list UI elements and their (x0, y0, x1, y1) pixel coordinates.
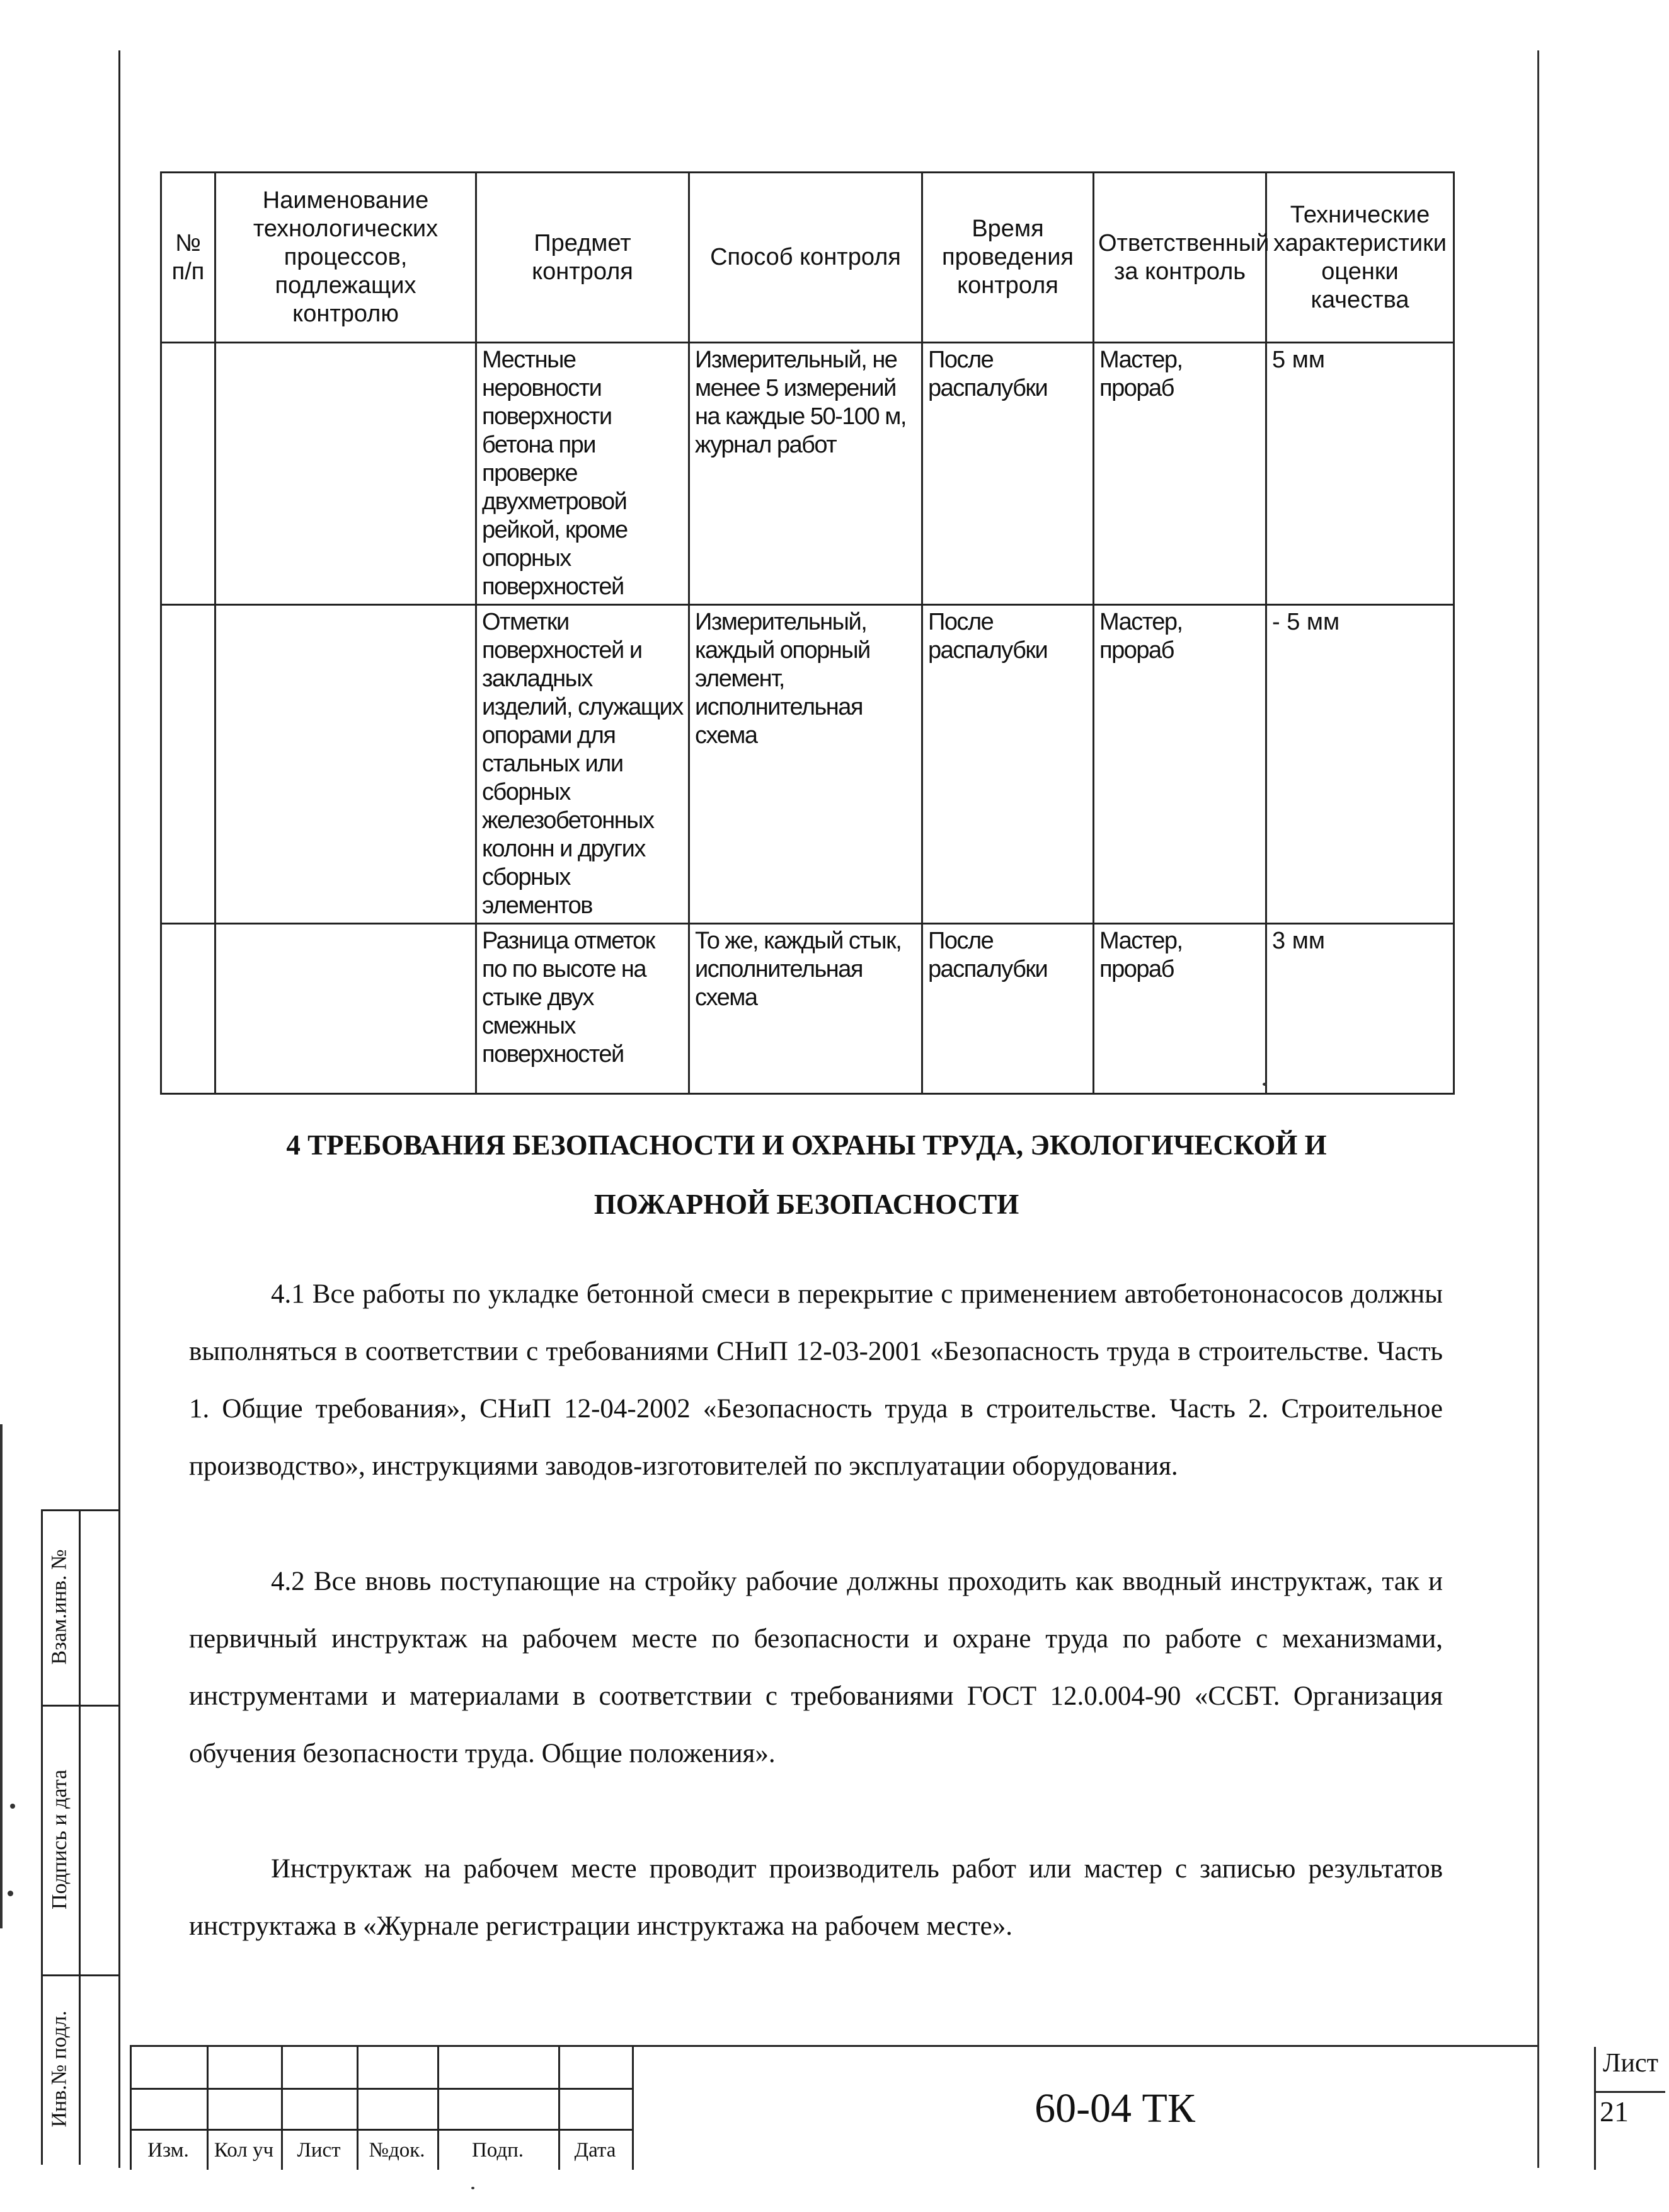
frame-right-border (1537, 50, 1539, 2168)
stamp-replace-inv-cell (41, 1509, 79, 1705)
cell-time: После распалубки (922, 605, 1094, 924)
margin-stamp (41, 1509, 118, 2171)
tb-label-list: Лист (297, 2139, 341, 2162)
section-heading-line1: 4 ТРЕБОВАНИЯ БЕЗОПАСНОСТИ И ОХРАНЫ ТРУДА, ЭКОЛОГИЧЕСКОЙ И (286, 1129, 1327, 1161)
stamp-replace-inv-label: Взам.инв. № (48, 1549, 72, 1665)
cell-method: Измерительный, каждый опорный элемент, исполнительная схема (689, 605, 922, 924)
table-row (161, 605, 1454, 924)
stamp-sign-date-cell (41, 1705, 79, 1974)
paragraph-4-2 (189, 1553, 1443, 1782)
cell-process (215, 343, 476, 605)
header-responsible: Ответственный за контроль (1094, 173, 1266, 343)
scan-speck (1263, 1083, 1267, 1086)
cell-time: После распалубки (922, 343, 1094, 605)
scan-speck (8, 1891, 13, 1896)
cell-subject: Разница отметок по по высоте на стыке двух смежных поверхностей (476, 924, 689, 1094)
table-row (161, 924, 1454, 1094)
title-block (130, 2045, 1658, 2170)
cell-subject: Местные неровности поверхности бетона при проверке двухметровой рейкой, кроме опорных поверхностей (476, 343, 689, 605)
header-process: Наименование технологических процессов, подлежащих контролю (215, 173, 476, 343)
header-method: Способ контроля (689, 173, 922, 343)
paragraph-4-2-text: 4.2 Все вновь поступающие на стройку рабочие должны проходить как вводный инструктаж, так и первичный инструктаж на рабочем месте по безопасности и охране труда по работе с механизмами, инструментами и материалами в соответствии с требованиями ГОСТ 12.0.004-90 «ССБТ. Организация обучения безопасности труда. Общие положения». (189, 1567, 1443, 1768)
header-num: № п/п (161, 173, 215, 343)
cell-spec: - 5 мм (1266, 605, 1454, 924)
cell-num (161, 605, 215, 924)
scan-speck (10, 1804, 15, 1809)
cell-process (215, 924, 476, 1094)
paragraph-instruction-text: Инструктаж на рабочем месте проводит производитель работ или мастер с записью результатов инструктажа в «Журнале регистрации инструктажа на рабочем месте». (189, 1854, 1443, 1941)
tb-label-izm: Изм. (147, 2139, 189, 2162)
stamp-sign-date-label: Подпись и дата (48, 1770, 71, 1910)
frame-left-border (118, 50, 120, 2168)
scan-edge-mark (0, 1424, 3, 1928)
cell-responsible: Мастер, прораб (1094, 924, 1266, 1094)
stamp-inv-orig-cell (41, 1974, 79, 2163)
cell-responsible: Мастер, прораб (1094, 343, 1266, 605)
tb-label-data: Дата (574, 2139, 616, 2162)
cell-num (161, 924, 215, 1094)
sheet-label: Лист (1603, 2049, 1658, 2078)
header-spec: Технические характеристики оценки качества (1266, 173, 1454, 343)
stamp-inner-line (79, 1509, 81, 2165)
document-code: 60-04 ТК (1035, 2085, 1195, 2131)
stamp-inv-orig-label: Инв.№ подл. (48, 2010, 72, 2128)
cell-time: После распалубки (922, 924, 1094, 1094)
cell-subject: Отметки поверхностей и закладных изделий, служащих опорами для стальных или сборных железобетонных колонн и других сборных элементов (476, 605, 689, 924)
section-heading-line2: ПОЖАРНОЙ БЕЗОПАСНОСТИ (594, 1189, 1019, 1220)
scan-speck (471, 2187, 474, 2189)
sheet-number: 21 (1600, 2095, 1629, 2128)
cell-method: То же, каждый стык, исполнительная схема (689, 924, 922, 1094)
section-heading (189, 1115, 1424, 1234)
cell-spec: 3 мм (1266, 924, 1454, 1094)
title-block-grid (130, 2047, 634, 2170)
cell-num (161, 343, 215, 605)
quality-control-table (160, 171, 1455, 1095)
cell-method: Измерительный, не менее 5 измерений на каждые 50-100 м, журнал работ (689, 343, 922, 605)
table-header-row (161, 173, 1454, 343)
cell-responsible: Мастер, прораб (1094, 605, 1266, 924)
paragraph-4-1-text: 4.1 Все работы по укладке бетонной смеси в перекрытие с применением автобетононасосов должны выполняться в соответствии с требованиями СНиП 12-03-2001 «Безопасность труда в строительстве. Часть 1. Общие требования», СНиП 12-04-2002 «Безопасность труда в строительстве. Часть 2. Строительное производство», инструкциями заводов-изготовителей по эксплуатации оборудования. (189, 1279, 1443, 1481)
header-time: Время проведения контроля (922, 173, 1094, 343)
header-subject: Предмет контроля (476, 173, 689, 343)
paragraph-instruction (189, 1840, 1443, 1955)
tb-label-ndok: №док. (369, 2139, 425, 2162)
cell-process (215, 605, 476, 924)
tb-label-kol: Кол уч (214, 2139, 274, 2162)
cell-spec: 5 мм (1266, 343, 1454, 605)
tb-label-podp: Подп. (471, 2139, 524, 2162)
table-row (161, 343, 1454, 605)
paragraph-4-1 (189, 1265, 1443, 1495)
